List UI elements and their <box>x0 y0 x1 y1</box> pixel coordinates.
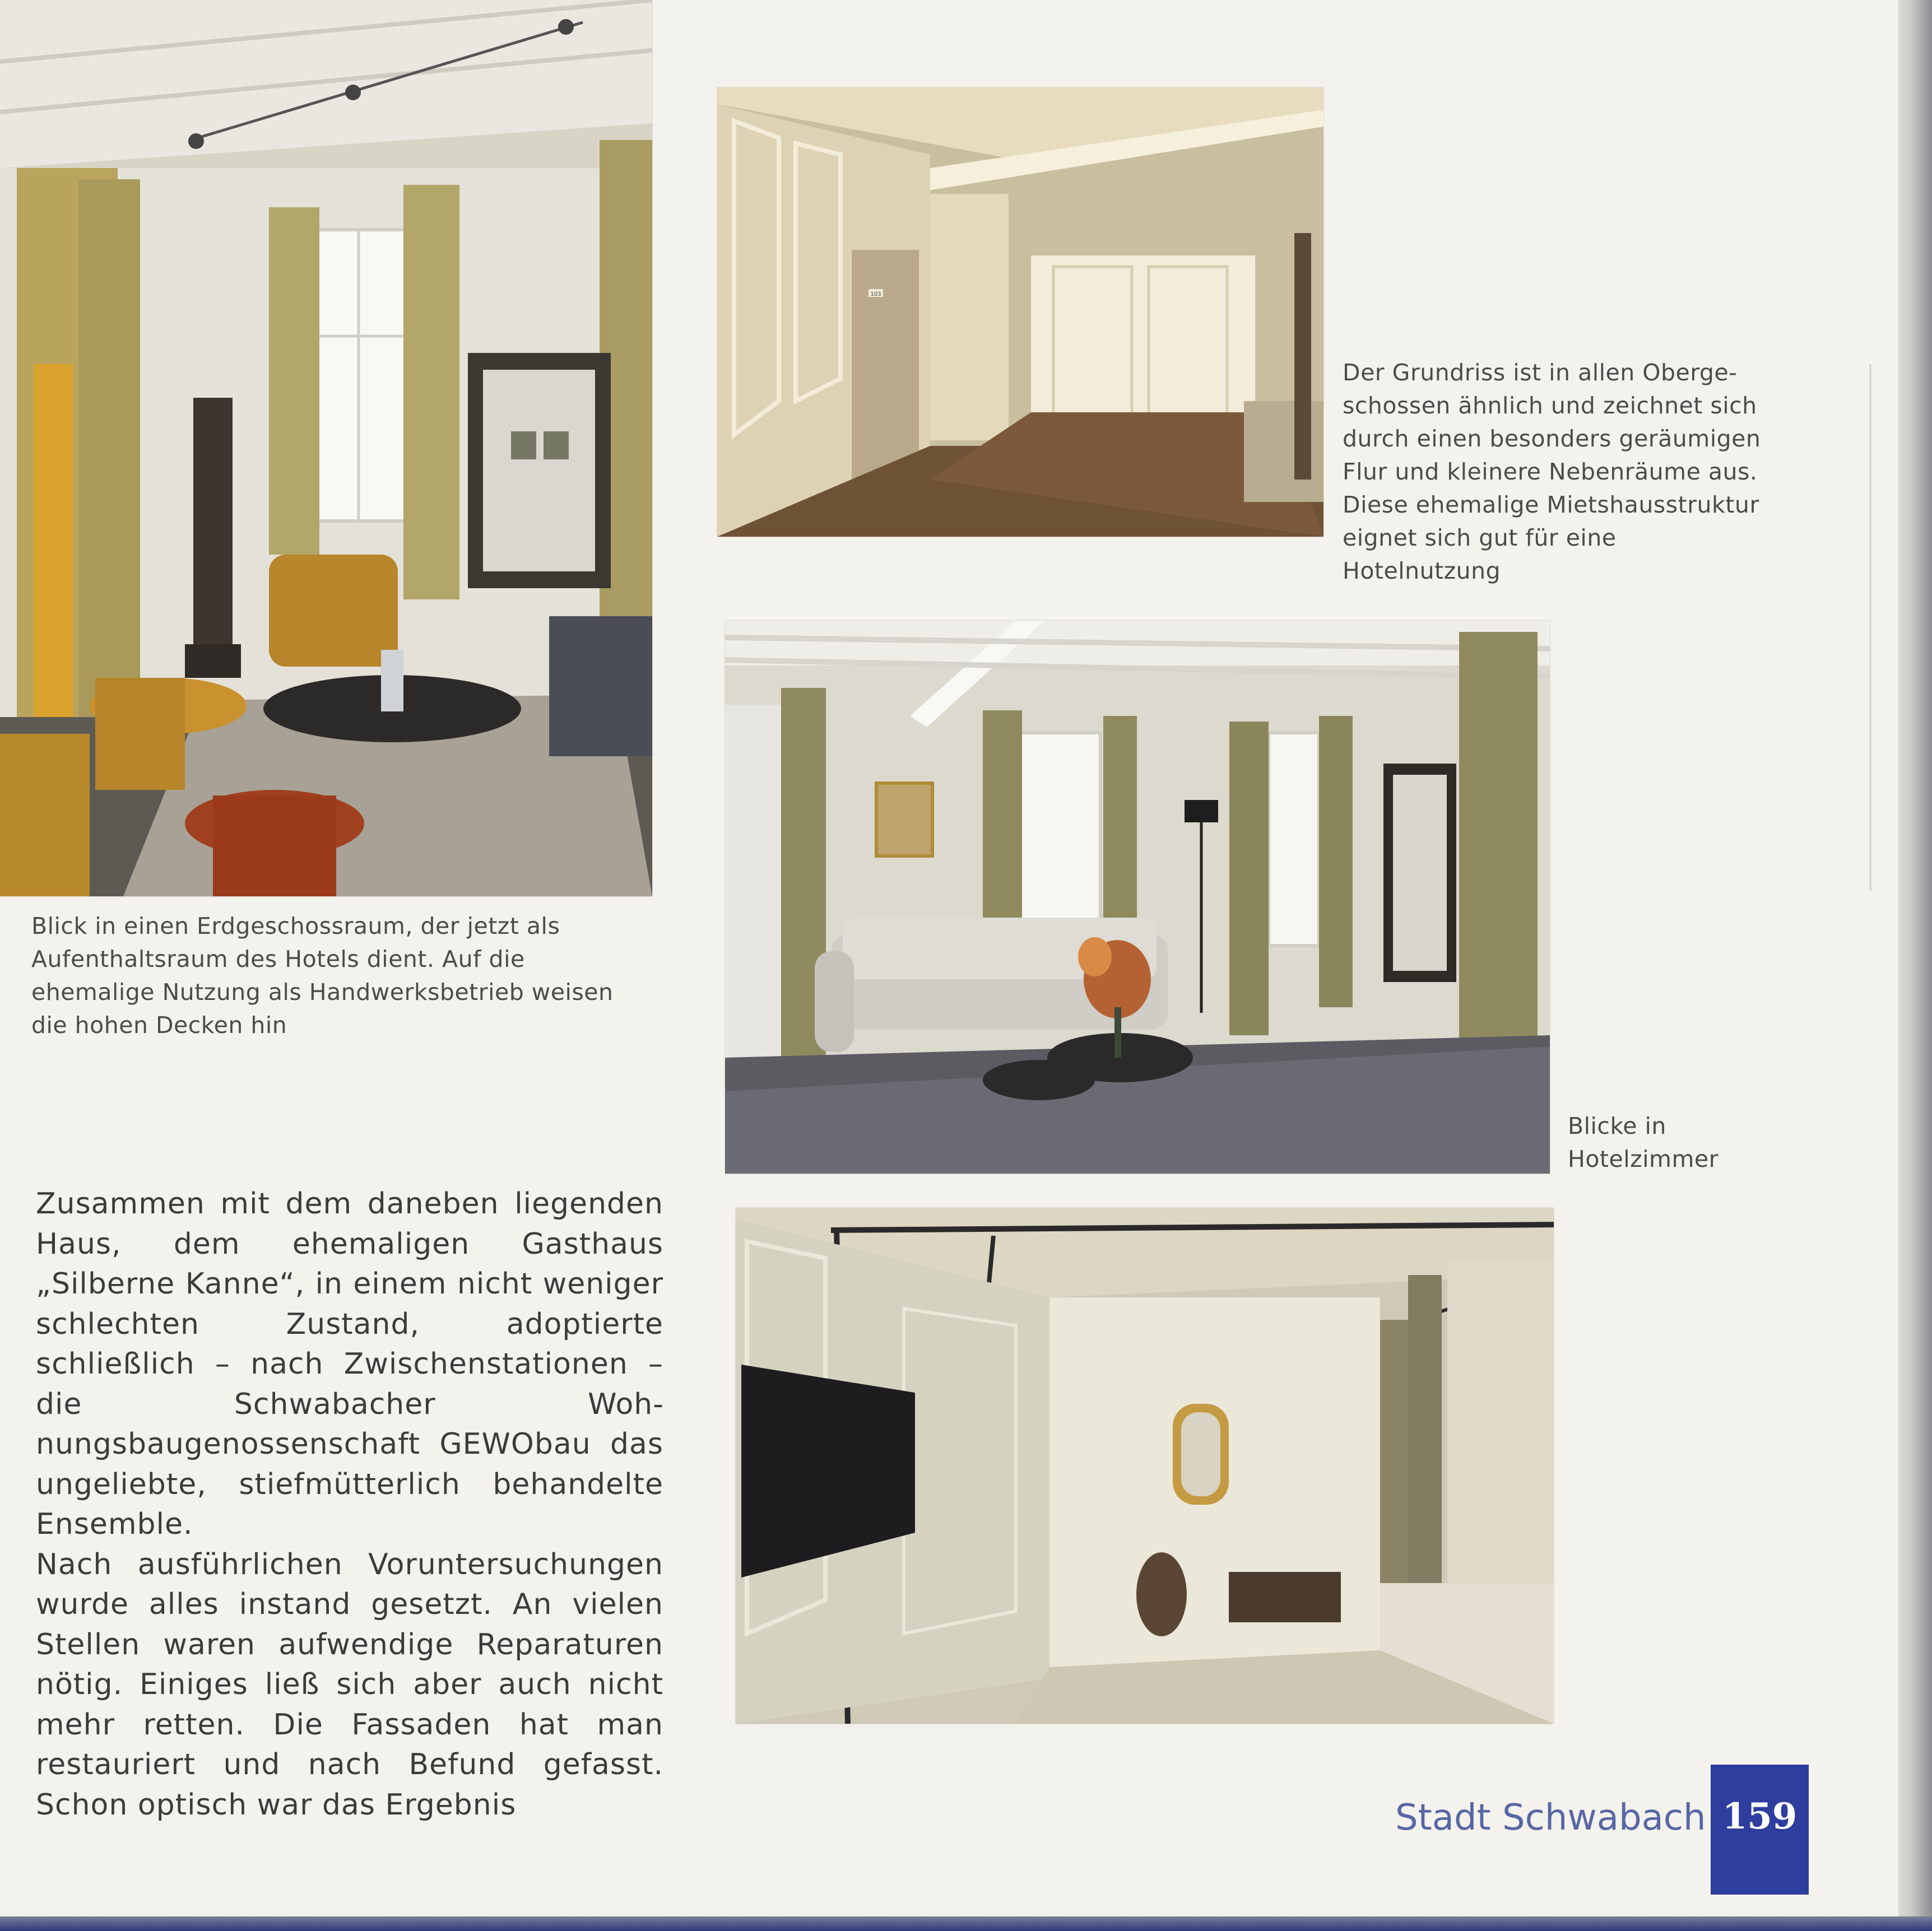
body-paragraph: Zusammen mit dem daneben liegenden Haus, dem ehemaligen Gasthaus „Silberne Kanne“, in einem nicht weniger schlechten Zustand, adoptierte schließlich – nach Zwischenstationen – die Schwabacher Wohnungsbaugenossenschaft GEWObau das ungeliebte, stiefmütterlich behandelte Ensemble. <box>36 1187 663 1541</box>
lounge-caption: Blick in einen Erdgeschossraum, der jetzt als Aufenthaltsraum des Hotels dient. Auf die ehemalige Nutzung als Handwerksbetrieb weisen die hohen Decken hin <box>31 913 614 1039</box>
page-edge <box>1898 0 1932 1931</box>
body-text <box>36 1184 663 1825</box>
rooms-caption: Blicke in Hotelzimmer <box>1568 1113 1719 1172</box>
book-bottom-edge <box>0 1916 1932 1931</box>
bedroom-photo <box>736 1208 1554 1724</box>
hallway-photo <box>717 87 1323 537</box>
footer-section-title: Stadt Schwabach <box>1395 1797 1706 1839</box>
lounge-photo <box>0 0 652 896</box>
margin-rule <box>1869 364 1871 891</box>
page-number: 159 <box>1722 1795 1798 1837</box>
body-paragraph: Nach ausführlichen Voruntersuchungen wurde alles instand gesetzt. An vielen Stellen waren aufwendige Reparaturen nötig. Einiges ließ sich aber auch nicht mehr retten. Die Fassaden hat man restauriert und nach Befund gefasst. Schon optisch war das Ergebnis <box>36 1547 663 1822</box>
page-number-box <box>1711 1765 1809 1895</box>
hallway-caption: Der Grundriss ist in allen Obergeschossen ähnlich und zeichnet sich durch einen besonders geräumigen Flur und kleinere Nebenräume aus. Diese ehemalige Mietshausstruktur eignet sich gut für eine Hotelnutzung <box>1343 359 1761 584</box>
living-room-photo <box>725 621 1550 1174</box>
door-number: 103 <box>870 291 881 297</box>
